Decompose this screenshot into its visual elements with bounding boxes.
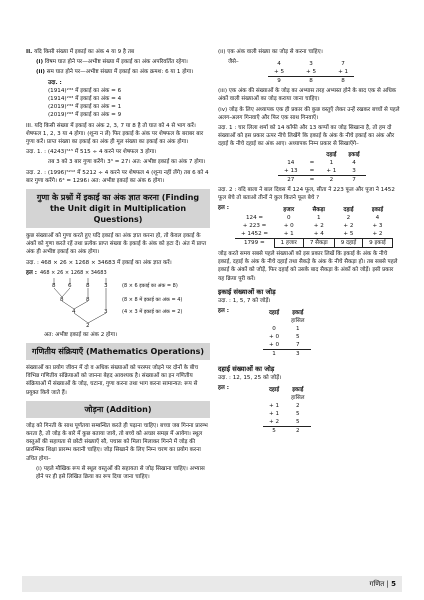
cell: + 0 [269, 334, 280, 341]
section-header-operations: गणितीय संक्रियाएँ (Mathematics Operations) [26, 343, 210, 360]
operations-paragraph: संख्याओं का प्रयोग जीवन में दो व अधिक संख्याओं को परस्पर जोड़ने पर दोनों के बीच विभिन्न गणितीय संक्रियाओं को जानना बेहद आवश्यक है। संख्याओं का इन गणितीय संक्रियाओं में संख्याओं के जोड़, घटाना, गुणा करना तथा भाग करना सामान्यत: रूप से प्रयुक्त किये जाते हैं। [26, 365, 198, 396]
solution-label: हल : [218, 308, 229, 315]
example-one: उदा. 1. : (4243)⁵¹⁵ में 515 ÷ 4 करने पर शेषफल 3 होगा। [26, 149, 157, 156]
cell: = [309, 167, 315, 174]
tree-digit: 8 [86, 296, 90, 303]
rule-odd-power [26, 58, 210, 66]
cell: 2 [346, 215, 351, 222]
column-head: इकाई [292, 387, 304, 394]
sum-cell: 9 [268, 77, 290, 86]
rule-three: III. यदि किसी संख्या में इकाई का अंक 2, 3, 7 या 8 है तो घात को 4 से भाग करें। शेषफल 1, 2, 3 या 4 होगा। (शून्य न लें) फिर इकाई के अंक पर शेषफल के बराबर बार गुणा करें। प्राप्त संख्या का इकाई का अंक ही मूल संख्या का इकाई का अंक होगा। [26, 122, 204, 146]
example-tens: उदा. : 12, 15, 25 को जोड़ें। [218, 375, 282, 382]
section-header-addition: जोड़ना (Addition) [26, 401, 210, 418]
page-footer [330, 576, 402, 592]
cell: + 1 [269, 411, 280, 418]
cell: + 1 [283, 231, 294, 238]
footer-divider: | [386, 580, 392, 588]
cell: 1 [263, 350, 285, 359]
total-cell: 9 इकाई [363, 239, 393, 248]
column-head: इकाई [348, 151, 360, 158]
sum-cell: 8 [322, 77, 354, 86]
cell: 14 [287, 159, 295, 166]
tens-table-wrap [218, 384, 400, 437]
item-text: यदि किसी संख्या में इकाई का अंक 4 या 9 है तब [34, 49, 135, 55]
cell: 0 [286, 215, 291, 222]
place-value-table-two [235, 206, 393, 248]
sums-table [268, 60, 354, 85]
cell: 7 [296, 342, 300, 349]
cell: + 0 [283, 223, 294, 230]
tree-note: (4 × 3 में इकाई का अंक = 2) [122, 308, 183, 315]
unit-addition-table [263, 309, 311, 358]
tree-digit: 8 [60, 296, 64, 303]
example-line: (2019)²⁹³ में इकाई का अंक = 9 [48, 112, 122, 119]
example-one-detail: तब 3 को 3 बार गुणा करेंगे। 3³ = 27। अत: अभीष्ट इकाई का अंक 7 होगा। [48, 159, 206, 166]
unit-table-wrap [218, 307, 400, 360]
addition-step-one: (i) पहले मौखिक रूप से स्थूल वस्तुओं की सहायता से जोड़ सिखाना चाहिए। अभ्यास होने पर ही इसे लिखित क्रिया का रूप दिया जाना चाहिए। [36, 465, 205, 481]
addition-method-paragraph: जोड़ करते समय सबसे पहले संख्याओं को इस प्रकार लिखें कि इकाई के अंक के नीचे इकाई, दहाई के अंक के नीचे दहाई तथा सैकड़े के अंक के नीचे सैकड़ा हो। तब सबसे पहले इकाई के अंकों को जोड़ें, फिर दहाई को उसके बाद सैकड़ा के अंकों को जोड़ें। इसी प्रकार यह क्रिया पूरी करें। [218, 251, 398, 282]
column-head: इकाई [292, 310, 304, 317]
example-label: उदा. : [48, 79, 62, 86]
example-one-right: उदा. 1 : चार लिला शर्मा को 14 कॉफी और 13 कप्पों का जोड़ सिखाना है, तो हम दो संख्याओं को इस प्रकार ऊपर नीचे लिखेंगे कि इकाई के अंक के नीचे इकाई का अंक और दहाई के नीचे दहाई का अंक आए। अध्यापक निम्न प्रकार से सिखाएँगे– [218, 125, 395, 148]
column-head: दहाई [268, 310, 280, 317]
tree-digit: 8 [52, 282, 56, 289]
example-three: उदा. : 468 × 26 × 1268 × 34683 में इकाई का अंक ज्ञात करें। [26, 259, 172, 266]
sum-cell: 8 [290, 77, 322, 86]
cell: 2 [296, 403, 300, 410]
heading-unit-addition: इकाई संख्याओं का जोड़ [218, 287, 276, 296]
carry-label: हासिल [291, 318, 305, 325]
column-head: हजार [283, 207, 295, 214]
example-unit: उदा. : 1, 5, 7 को जोड़ें। [218, 297, 271, 304]
sum-cell: 4 [277, 61, 281, 68]
cell: 2 [285, 427, 310, 436]
place-value-table-two-wrap [218, 204, 400, 250]
example-prefix: जैसे– [228, 59, 239, 66]
cell: 1 [316, 215, 321, 222]
solution-label: हल : [26, 269, 37, 276]
tree-diagram [26, 269, 210, 331]
single-digit-sums [228, 58, 400, 87]
cell: = [304, 175, 321, 184]
solution-label: हल : [218, 205, 229, 212]
cell: 3 [352, 167, 356, 174]
item-text: विषम घात होने पर—अभीष्ट संख्या में इकाई का अंक अपरिवर्तित रहेगा। [44, 59, 188, 66]
cell: + 5 [343, 231, 354, 238]
total-cell: 9 दहाई [334, 239, 362, 248]
column-head: इकाई [371, 207, 384, 214]
cell: 1 [329, 159, 334, 166]
tree-digit: 2 [86, 322, 90, 329]
example-two: उदा. 2. : (1996)⁵²¹² में 5212 ÷ 4 करने पर शेषफल 4 (शून्य नहीं लेंगे) तब 6 को 4 बार गुणा करेंगे। 6⁴ = 1296। अत: अभीष्ट इकाई का अंक 6 होगा। [26, 169, 209, 184]
tree-note: (8 × 8 में इकाई का अंक = 4) [122, 296, 183, 303]
rule-even-power [26, 68, 210, 76]
cell: + 2 [372, 231, 383, 238]
column-head: दहाई [343, 207, 354, 214]
unit-digit-tree [26, 269, 210, 331]
tree-digit: 3 [104, 282, 108, 289]
cell: 1 [296, 326, 300, 333]
multiplication-paragraph: कुछ संख्याओं को गुणा करते हुए यदि इकाई का अंक ज्ञात करना हो, तो केवल इकाई के अंकों को गुणा करते रहें तथा प्रत्येक प्राप्त संख्या के इकाई के अंक को हटा दें। अंत में प्राप्त अंक ही अभीष्ट इकाई का अंक होगा। [26, 233, 207, 256]
example-line: (2019)²³⁴ में इकाई का अंक = 1 [48, 104, 122, 111]
tree-digit: 8 [86, 282, 90, 289]
cell: + 1452 = [240, 231, 269, 238]
left-column [26, 48, 210, 483]
place-value-table-one [278, 151, 366, 184]
sum-cell: + 5 [306, 69, 317, 76]
tree-answer: अत: अभीष्ट इकाई का अंक 2 होगा। [44, 331, 118, 338]
cell: 7 [342, 175, 365, 184]
right-column [218, 48, 400, 437]
section-header-multiplication: गुणा के प्रश्नों में इकाई का अंक ज्ञात करना (Finding the Unit digit in Multiplication Questions) [26, 189, 210, 228]
total-cell: 1 हजार [274, 239, 303, 248]
cell: + 1 [269, 403, 280, 410]
cell: + 223 = [242, 223, 267, 230]
item-number: (i) [36, 59, 44, 66]
carry-label: हासिल [291, 395, 305, 402]
cell: 5 [296, 334, 300, 341]
column-head: दहाई [326, 151, 337, 158]
footer-subject: गणित [369, 580, 385, 588]
sum-cell: + 1 [338, 69, 349, 76]
tree-note: (8 × 6 इकाई का अंक = 8) [122, 282, 178, 289]
examples-list [26, 79, 210, 120]
tree-digit: 6 [68, 282, 72, 289]
example-two-right: उदा. 2 : यदि बाला ने बाल दिवस में 124 फूल, सीता ने 223 फूल और पूजा ने 1452 फूल बेचे तो बताओ तीनों ने कुल कितने फूल बेचे ? [218, 186, 395, 201]
sum-cell: 7 [341, 61, 345, 68]
tree-digit: 4 [72, 308, 76, 315]
step-four: (iv) जोड़ के लिए अध्यापक एक ही प्रकार की कुछ वस्तुएँ लेकर उन्हें रखकर बच्चों से पहले अलग-अलग गिनवाएँ और फिर एक साथ गिनवाएँ। [218, 106, 400, 121]
cell: 2 [320, 175, 342, 184]
tree-digit: 3 [104, 308, 108, 315]
cell: 0 [272, 326, 276, 333]
cell: 124 = [245, 215, 264, 222]
tens-addition-table [263, 386, 311, 435]
column-head: सैकड़ा [312, 207, 326, 214]
step-two: (ii) एक अंक वाली संख्या का जोड़ से करना चाहिए। [218, 49, 323, 55]
heading-tens-addition: दहाई संख्याओं का जोड़ [218, 365, 275, 374]
cell: + 2 [343, 223, 354, 230]
cell: 5 [296, 419, 300, 426]
cell: + 13 [284, 167, 298, 174]
page-number: 5 [391, 580, 396, 588]
item-text: सम घात होने पर—अभीष्ट संख्या में इकाई का अंक क्रमश: 6 या 1 होगा। [46, 69, 194, 76]
cell: 27 [278, 175, 304, 184]
cell: + 1 [326, 167, 337, 174]
cell: 3 [285, 350, 310, 359]
solution-label: हल : [218, 385, 229, 392]
total-cell: 7 सैकड़ा [303, 239, 334, 248]
cell: + 3 [372, 223, 383, 230]
item-number: II. [26, 49, 33, 55]
cell: + 0 [269, 342, 280, 349]
cell: 1799 = [235, 239, 274, 248]
example-line: (1914)²³⁴ में इकाई का अंक = 6 [48, 87, 122, 94]
cell: = [309, 159, 315, 166]
addition-paragraph: जोड़ को गिनती के साथ पूर्णतया सम्बन्धित करते ही पढ़ाना चाहिए। बच्चा जब गिनना प्रारम्भ करता है, तो जोड़ के बारे में कुछ बताया जाये, तो बच्चे को अच्छा समझ में आयेगा। स्थूल वस्तुओं की सहायता से छोटी संख्याएँ सौ, पचास को मिला मिलाकर गिनने में जोड़ की प्रारम्भिक शिक्षा प्रारम्भ करानी चाहिए। जोड़ सिखाने के लिए निम्न चरण का प्रयोग करना उचित होगा– [26, 422, 208, 462]
cell: + 2 [313, 223, 324, 230]
cell: 4 [375, 215, 380, 222]
cell: 5 [263, 427, 285, 436]
rule-two [26, 48, 210, 56]
sum-cell: 3 [309, 61, 313, 68]
example-line: (1914)²⁹³ में इकाई का अंक = 4 [48, 96, 122, 103]
cell: + 4 [313, 231, 324, 238]
item-number: (ii) [36, 69, 45, 76]
cell: 4 [352, 159, 356, 166]
step-three: (iii) एक अंक की संख्याओं के जोड़ का अभ्यास तरह अभ्यस्त होने के बाद एक से अधिक अंकों वाली संख्याओं का जोड़ कराया जाना चाहिए। [218, 88, 397, 103]
cell: + 2 [269, 419, 280, 426]
column-head: दहाई [268, 387, 280, 394]
sum-cell: + 5 [274, 69, 285, 76]
tree-top-expression: 468 × 26 × 1268 × 34683 [40, 269, 107, 276]
cell: 5 [296, 411, 300, 418]
